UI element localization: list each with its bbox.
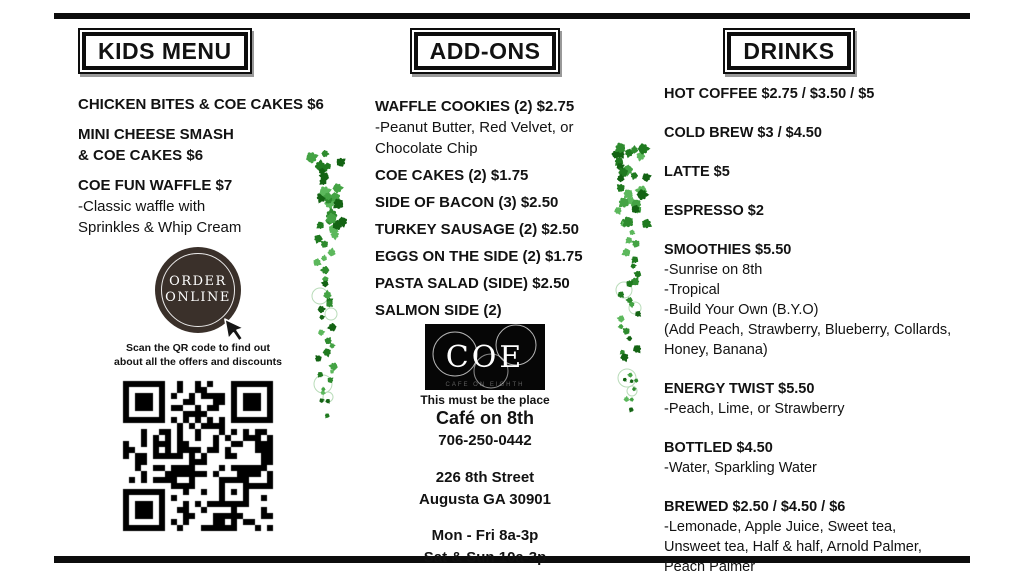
menu-line: COE FUN WAFFLE $7 [78,177,233,194]
drinks-header [664,28,964,74]
coe-logo-text: COE [445,340,525,375]
menu-line: -Classic waffle with [78,198,206,215]
phone-number: 706-250-0442 [438,432,532,449]
qr-instruction-line2: about all the offers and discounts [113,356,282,368]
add-ons-items [375,96,595,321]
brand-tagline: This must be the place [420,393,550,407]
menu-line: WAFFLE COOKIES (2) $2.75 [375,98,575,115]
add-ons-title: ADD-ONS [414,32,557,70]
address-line2: Augusta GA 30901 [419,491,551,508]
menu-line: ESPRESSO $2 [664,203,764,219]
menu-line: BREWED $2.50 / $4.50 / $6 [664,499,846,515]
drinks-items [664,84,964,576]
top-border-bar [54,13,970,19]
menu-line: LATTE $5 [664,164,730,180]
menu-line: -Tropical [664,282,720,298]
menu-line: Unsweet tea, Half & half, Arnold Palmer, [664,539,922,555]
coe-logo-art [425,324,545,390]
menu-line: -Water, Sparkling Water [664,460,817,476]
add-ons-header [375,28,595,74]
menu-line: MINI CHEESE SMASH [78,126,234,143]
kids-menu-items [78,94,324,238]
menu-line: TURKEY SAUSAGE (2) $2.50 [375,221,579,238]
address [375,467,595,511]
menu-line: SALMON SIDE (2) [375,302,502,319]
add-ons-section [375,28,595,569]
qr-code [118,376,278,536]
drinks-section [664,28,964,576]
hours [375,525,595,569]
menu-line: Honey, Banana) [664,342,768,358]
menu-line: COLD BREW $3 / $4.50 [664,125,822,141]
menu-line: -Sunrise on 8th [664,262,763,278]
address-line1: 226 8th Street [435,469,535,486]
qr-instruction [78,341,318,369]
brand-block [375,324,595,569]
order-online-line1: ORDER [169,274,227,289]
menu-line: (Add Peach, Strawberry, Blueberry, Collards, [664,322,952,338]
add-ons-header-box [410,28,561,74]
menu-line: SMOOTHIES $5.50 [664,242,792,258]
menu-line: ENERGY TWIST $5.50 [664,381,815,397]
drinks-title: DRINKS [727,32,850,70]
kids-menu-header [78,28,318,74]
ivy-vine-left-icon [300,136,356,428]
coe-logo [425,324,545,390]
menu-line: -Build Your Own (B.Y.O) [664,302,819,318]
menu-line: Peach Palmer [664,559,756,575]
menu-line: HOT COFFEE $2.75 / $3.50 / $5 [664,86,875,102]
order-online-line2: ONLINE [165,290,231,305]
drinks-header-box [723,28,854,74]
coe-logo-faint-tagline: CAFE ON EIGHTH [445,382,525,388]
cursor-arrow-icon [223,313,254,347]
ivy-vine-right-icon [604,130,660,422]
menu-line: BOTTLED $4.50 [664,440,773,456]
kids-menu-title: KIDS MENU [82,32,248,70]
kids-menu-section [78,28,324,536]
menu-line: -Peach, Lime, or Strawberry [664,401,845,417]
cafe-name: Café on 8th [435,408,534,428]
menu-line: CHICKEN BITES & COE CAKES $6 [78,96,324,113]
menu-line: & COE CAKES $6 [78,147,204,164]
menu-line: Sprinkles & Whip Cream [78,219,242,236]
hours-line2: Sat & Sun 10a-3p [423,549,547,566]
order-online-badge [155,247,241,333]
menu-line: SIDE OF BACON (3) $2.50 [375,194,559,211]
qr-instruction-line1: Scan the QR code to find out [125,342,271,354]
menu-line: -Peanut Butter, Red Velvet, or [375,119,574,136]
menu-line: COE CAKES (2) $1.75 [375,167,529,184]
menu-line: -Lemonade, Apple Juice, Sweet tea, [664,519,897,535]
menu-line: PASTA SALAD (SIDE) $2.50 [375,275,570,292]
kids-menu-header-box [78,28,252,74]
hours-line1: Mon - Fri 8a-3p [431,527,539,544]
menu-line: EGGS ON THE SIDE (2) $1.75 [375,248,583,265]
menu-line: Chocolate Chip [375,140,478,157]
